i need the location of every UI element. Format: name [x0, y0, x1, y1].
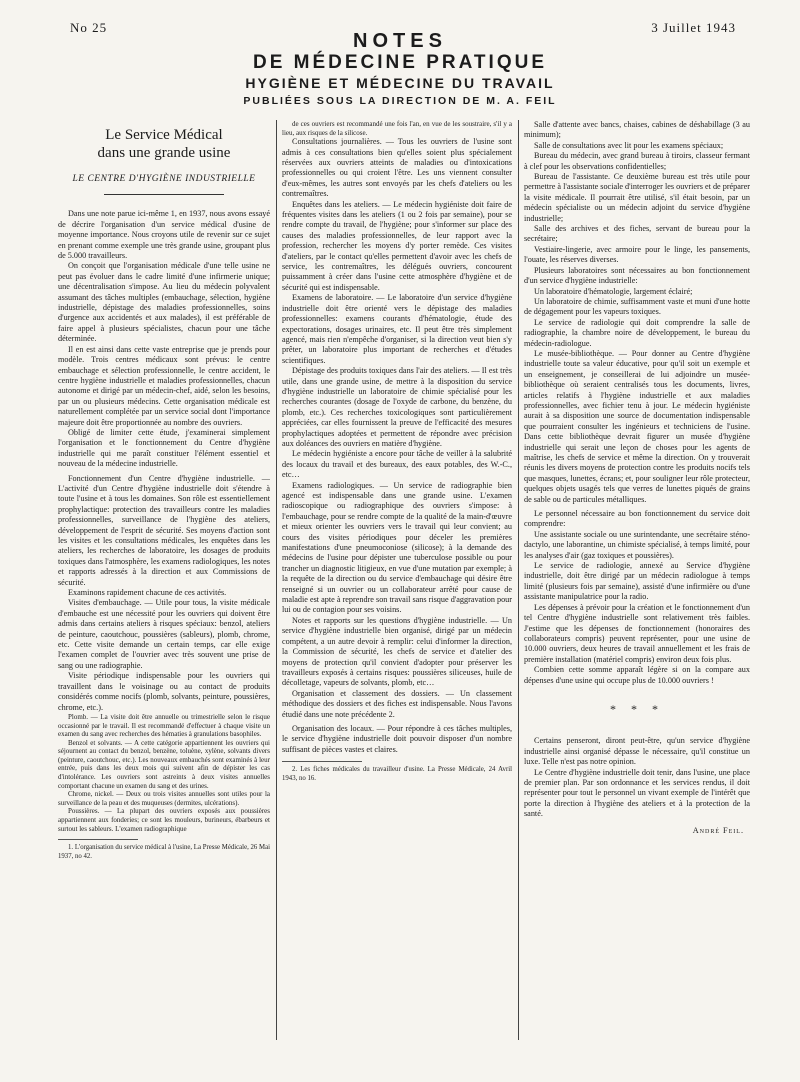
masthead — [0, 12, 800, 112]
paragraph: Le service de radiologie qui doit comprendre la salle de radiographie, la chambre noire de développement, le bureau du médecin-radiologue. — [524, 317, 750, 348]
column-2 — [282, 120, 512, 1036]
paragraph: Bureau du médecin, avec grand bureau à tiroirs, classeur fermant à clef pour les observations confidentielles; — [524, 151, 750, 171]
journal-title-line1: NOTES — [353, 30, 447, 52]
column-3 — [524, 120, 750, 1036]
paragraph: Visites d'embauchage. — Utile pour tous, la visite médicale d'embauche est une nécessité pour les ouvriers qui doivent être admis dans certains ateliers à risques spéciaux: benzol, ateliers de peinture, caoutchouc, poussières (sableurs), plomb, chrome, etc. Cette visite demande un certain temps, car elle exige l'examen complet de l'ouvrier avec très souvent une prise de sang ou une radiographie. — [58, 598, 270, 670]
author-signature: André Feil. — [692, 825, 744, 835]
paragraph: Organisation des locaux. — Pour répondre à ces tâches multiples, le service d'hygiène industrielle doit pouvoir disposer d'un nombre suffisant de pièces vastes et claires. — [282, 723, 512, 754]
title-rule — [104, 194, 224, 195]
issue-number: No 25 — [70, 20, 108, 35]
paragraph: Dans une note parue ici-même 1, en 1937, nous avons essayé de décrire l'organisation d'un service médical d'usine de moyenne importance. Nous croyons utile de revenir sur ce sujet en prenant comme exemple une très grande usine, groupant plus de 5.000 travailleurs. — [58, 209, 270, 261]
paragraph: Examinons rapidement chacune de ces activités. — [68, 588, 227, 598]
journal-direction: PUBLIÉES SOUS LA DIRECTION DE M. A. FEIL — [243, 95, 557, 107]
footnote-rule — [58, 839, 138, 840]
note: Plomb. — La visite doit être annuelle ou trimestrielle selon le risque occasionné par le travail. Il est recommandé d'effectuer à chaque visite un examen du sang avec recherches des hématies à granulations basophiles. — [58, 712, 270, 739]
paragraph: Un laboratoire de chimie, suffisamment vaste et muni d'une hotte de dégagement pour les vapeurs toxiques. — [524, 296, 750, 317]
paragraph: Un laboratoire d'hématologie, largement éclairé; — [534, 286, 693, 296]
paragraph: Combien cette somme apparaît légère si on la compare aux dépenses d'une usine qui occupe plus de 10.000 ouvriers ! — [524, 665, 750, 685]
footnote: 2. Les fiches médicales du travailleur d'usine. La Presse Médicale, 24 Avril 1943, no 16. — [282, 766, 512, 782]
column-divider — [276, 120, 277, 1040]
paragraph: Salle d'attente avec bancs, chaises, cabines de déshabillage (3 au minimum); — [524, 120, 750, 140]
paragraph: Bureau de l'assistante. Ce deuxième bureau est très utile pour permettre à l'assistante sociale d'interroger les ouvriers et de préparer la visite médicale. Il pourrait être utilisé, s'il était besoin, par un médecin spécialiste ou un médecin adjoint du service d'hygiène industrielle; — [524, 172, 750, 223]
paragraph: Consultations journalières. — Tous les ouvriers de l'usine sont admis à ces consultations bien qu'elles soient plus spécialement réservées aux ouvriers atteints de maladies ou d'intoxications professionnelles ou qui croient l'être. Les uns viennent consulter d'eux-mêmes, les autres sont envoyés par les chefs d'ateliers ou les contremaîtres. — [282, 137, 512, 199]
section-stars: * * * — [610, 701, 664, 716]
paragraph: Examens radiologiques. — Un service de radiographie bien agencé est indispensable dans une grande usine. L'examen radioscopique ou radiographique des ouvriers s'impose: à l'embauchage, pour se rendre compte de la qualité de la main-d'œuvre et mieux orienter les ouvriers vers le travail qui leur convient; au cours des visites périodiques pour déceler les premières manifestations d'une pneumoconiose (silicose); à la demande des médecins de l'usine pour dépister une tuberculose possible ou pour trancher un diagnostic litigieux, en vue d'une mutation par exemple; à la requête de la direction ou du service d'embauchage qui désire être renseigné si un ouvrier ou un collaborateur arrêté pour cause de maladie est apte à reprendre son travail sans risque d'aggravation pour lui ou de contagion pour ses voisins. — [282, 480, 512, 615]
article-subtitle: LE CENTRE D'HYGIÈNE INDUSTRIELLE — [72, 174, 256, 184]
journal-title-line2: DE MÉDECINE PRATIQUE — [252, 52, 547, 73]
paragraph: Le Centre d'hygiène industrielle doit tenir, dans l'usine, une place de premier plan. Par son ordonnance et les services rendus, il doit représenter pour tout le personnel un vivant exemple de l'intérêt que porte la direction à l'hygiène des ateliers et à la protection de la santé. — [524, 767, 750, 819]
paragraph: Il en est ainsi dans cette vaste entreprise que je prends pour modèle. Trois centres médicaux sont prévus: le centre embauchage et sélection professionnelle, le centre accident, le centre hygiène industrielle et maladies professionnelles, chacun autonome et dirigé par un médecin-chef, aidé, selon les besoins, par un ou plusieurs médecins. Cette organisation médicale est naturellement complétée par un service social dont l'importance majeure doit être proportionnée au nombre des ouvriers. — [58, 344, 270, 427]
paragraph: Notes et rapports sur les questions d'hygiène industrielle. — Un service d'hygiène industrielle bien organisé, dirigé par un médecin compétent, a un autre devoir à remplir: celui d'informer la direction, la Commission de sécurité, les chefs de service et d'atelier des moyens de protection qu'il convient d'adopter pour préserver les travailleurs exposés à certains risques: poussières siliceuses, huile de décolletage, vapeurs de solvants, plomb, etc… — [282, 615, 512, 688]
paragraph: Salle de consultations avec lit pour les examens spéciaux; — [534, 140, 724, 150]
article-title-line2: dans une grande usine — [97, 145, 231, 161]
paragraph: Fonctionnement d'un Centre d'hygiène industrielle. — L'activité d'un Centre d'hygiène industrielle doit s'étendre à toute l'usine et à tous les domaines. Son rôle est essentiellement prophylactique: protection des travailleurs contre les maladies professionnelles, surveillance de l'hygiène des ateliers, développement de l'esprit de sécurité. Ses moyens d'action sont les visites et les consultations médicales, les enquêtes dans les ateliers, les recherches de laboratoire, les dosages de produits toxiques dans l'atmosphère, les examens radiologiques, les notes et rapports adressés à la direction et aux Commissions de sécurité. — [58, 473, 270, 587]
paragraph: Dépistage des produits toxiques dans l'air des ateliers. — Il est très utile, dans une grande usine, de mettre à la disposition du service d'hygiène industrielle un laboratoire de chimie spécialisé pour les recherches courantes (dosage de l'oxyde de carbone, du benzène, du plomb, etc.). Ces recherches toxicologiques sont particulièrement appréciées, car elles fournissent la preuve de l'efficacité des mesures prophylactiques adoptées et permettent de répondre avec précision aux doléances des ouvriers en matière d'hygiène. — [282, 366, 512, 448]
paragraph: Le service de radiologie, annexé au Service d'hygiène industrielle, doit être dirigé par un médecin radiologue à temps limité (plusieurs fois par semaine), assisté d'une infirmière ou d'une assistante manipulatrice pour la radio. — [524, 561, 750, 602]
issue-date: 3 Juillet 1943 — [651, 20, 736, 35]
note-continuation: de ces ouvriers est recommandé une fois l'an, en vue de les soustraire, s'il y a lieu, aux risques de la silicose. — [282, 120, 512, 137]
footnote: 1. L'organisation du service médical à l'usine, La Presse Médicale, 26 Mai 1937, no 42. — [58, 844, 270, 860]
note: Poussières. — La plupart des ouvriers exposés aux poussières appartiennent aux fonderies; ce sont les mouleurs, burineurs, ébarbeurs et surtout les sableurs. L'examen radiographique — [58, 807, 270, 833]
paragraph: Enquêtes dans les ateliers. — Le médecin hygiéniste doit faire de fréquentes visites dans les ateliers (1 ou 2 fois par semaine), pour se rendre compte du travail, de l'hygiène; pour s'informer sur place des causes des maladies professionnelles, de leur rapport avec la profession, rechercher les moyens d'y porter remède. Ces visites d'ateliers, par le contact qu'elles permettent d'avoir avec les chefs de service, les contremaîtres, les délégués ouvriers, concourent puissamment à créer dans l'usine cette atmosphère d'hygiène et de sécurité qui est indispensable. — [282, 199, 512, 292]
paragraph: Examens de laboratoire. — Le laboratoire d'un service d'hygiène industrielle doit être orienté vers le dépistage des maladies professionnelles: examens courants d'hématologie, étude des expectorations, dosages urinaires, etc. Il peut être très simplement agencé, mais rien n'empêche d'organiser, si la direction veut bien s'y prêter, un laboratoire plus important de recherches et d'études scientifiques. — [282, 293, 512, 365]
notes-block — [58, 713, 270, 833]
paragraph: Obligé de limiter cette étude, j'examinerai simplement l'organisation et le fonctionnement du Centre d'hygiène industrielle qui me paraît constituer l'élément essentiel et nouveau de la médecine industrielle. — [58, 427, 270, 469]
paragraph: Le médecin hygiéniste a encore pour tâche de veiller à la salubrité des locaux du travail et des bureaux, des eaux potables, des W.-C., etc… — [282, 449, 512, 480]
article-title-line1: Le Service Médical — [105, 127, 223, 143]
paragraph: Visite périodique indispensable pour les ouvriers qui travaillent dans le voisinage ou au contact de produits considérés comme nocifs (plomb, solvants, peinture, poussières, chrome, etc.). — [58, 671, 270, 712]
paragraph: Plusieurs laboratoires sont nécessaires au bon fonctionnement d'un service d'hygiène industrielle: — [524, 265, 750, 286]
paragraph: Le personnel nécessaire au bon fonctionnement du service doit comprendre: — [524, 509, 750, 529]
footnote-rule — [282, 761, 362, 762]
note: Benzol et solvants. — A cette catégorie appartiennent les ouvriers qui séjournent au contact du benzol, benzène, toluène, xylène, solvants divers (peinture, caoutchouc, etc.). Les nouveaux embauchés sont examinés à leur entrée, puis dans les deux mois qui suivent afin de dépister les cas d'intolérance. Les ouvriers sont astreints à deux visites annuelles comportant chacune un examen du sang et des urines. — [58, 738, 270, 790]
paragraph: Le musée-bibliothèque. — Pour donner au Centre d'hygiène industrielle toute sa valeur éducative, pour qu'il soit un exemple et un enseignement, je conseillerai de lui adjoindre un musée-bibliothèque où seraient centralisés tous les documents, livres, articles relatifs à l'hygiène industrielle et aux maladies professionnelles, avec fichier tenu à jour. Le médecin hygiéniste aurait à sa disposition une source de documentation indispensable que pourraient consulter les ingénieurs et techniciens de l'usine. Dans cette bibliothèque devrait figurer un musée d'hygiène industrielle qui serait une leçon de choses pour les agents de maîtrise, les chefs de service et même la direction. On y trouverait réunis les divers moyens de protection contre les produits nocifs tels que masques, lunettes, écrans; et, pour souligner leur rôle protecteur, quelques objets usagés tels que verres de lunettes piqués de grains de sable ou de particules métalliques. — [524, 348, 750, 504]
column-divider — [518, 120, 519, 1040]
note: Chrome, nickel. — Deux ou trois visites annuelles sont utiles pour la surveillance de la peau et des muqueuses (dermites, ulcérations). — [58, 790, 270, 807]
paragraph: Certains penseront, diront peut-être, qu'un service d'hygiène industrielle ainsi organisé dépasse le nécessaire, qu'il constitue un luxe. Telle n'est pas notre opinion. — [524, 736, 750, 767]
paragraph: Les dépenses à prévoir pour la création et le fonctionnement d'un tel Centre d'hygiène industrielle sont relativement très faibles. J'estime que les dépenses de fonctionnement (honoraires des collaborateurs compris) peuvent représenter, pour une usine de 10.000 ouvriers, deux heures de travail annuellement et les frais de première installation (matériel compris) environ deux fois plus. — [524, 602, 750, 664]
column-1 — [58, 120, 270, 1036]
paragraph: Vestiaire-lingerie, avec armoire pour le linge, les pansements, l'ouate, les réserves diverses. — [524, 244, 750, 265]
paragraph: Une assistante sociale ou une surintendante, une secrétaire sténo-dactylo, une laborantine, un chimiste spécialisé, à temps limité, pour les analyses d'air (gaz toxiques et poussières). — [524, 529, 750, 560]
journal-subtitle: HYGIÈNE ET MÉDECINE DU TRAVAIL — [245, 75, 555, 91]
paragraph: On conçoit que l'organisation médicale d'une telle usine ne peut pas évoluer dans le cadre limité d'une infirmerie unique; une décentralisation s'impose. Au lieu du médecin polyvalent assumant des tâches multiples (embauchage, sélection, hygiène industrielle, dépistage des maladies professionnelles, soins d'urgence aux accidentés et aux malades), il est préférable de faire appel à plusieurs spécialistes, chacun pour une tâche déterminée. — [58, 261, 270, 344]
paragraph: Organisation et classement des dossiers. — Un classement méthodique des dossiers et des fiches est indispensable. Nous l'avons étudié dans une note précédente 2. — [282, 688, 512, 719]
paragraph: Salle des archives et des fiches, servant de bureau pour la secrétaire; — [524, 224, 750, 244]
